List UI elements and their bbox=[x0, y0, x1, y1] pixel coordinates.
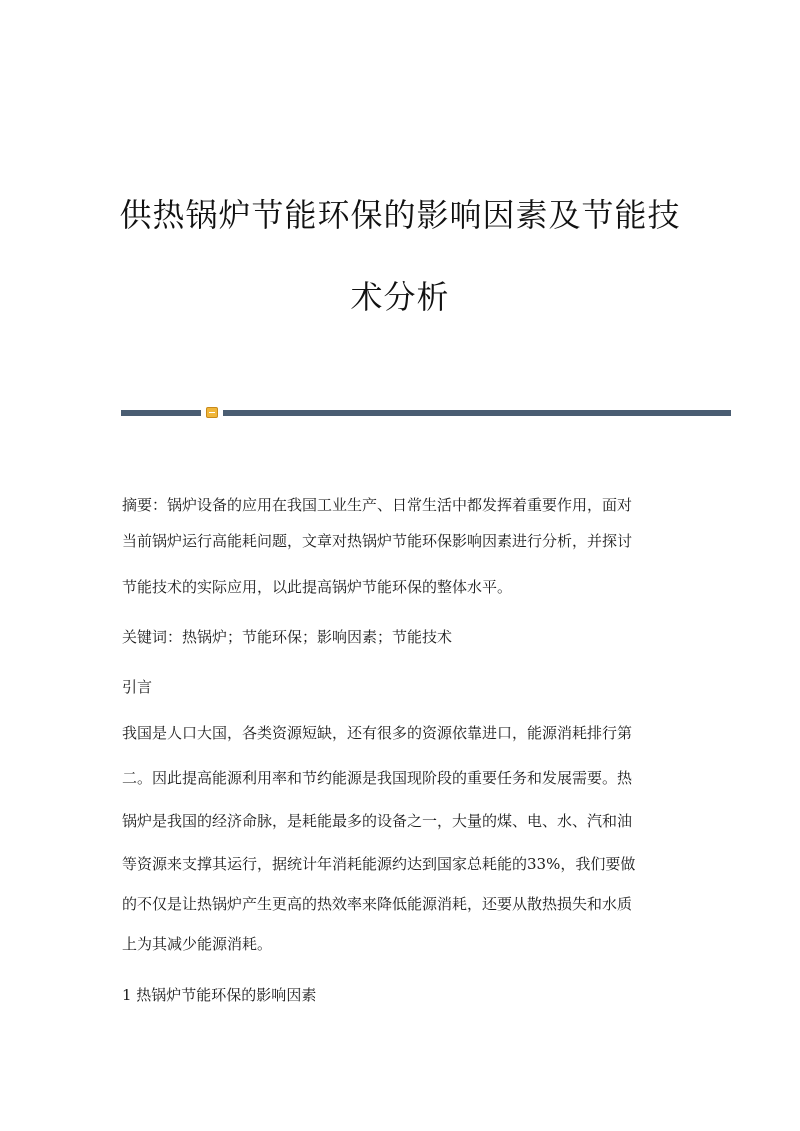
intro-line-4: 等资源来支撑其运行，据统计年消耗能源约达到国家总耗能的33%，我们要做 bbox=[122, 855, 636, 873]
abstract-line-2: 当前锅炉运行高能耗问题，文章对热锅炉节能环保影响因素进行分析，并探讨 bbox=[122, 532, 633, 550]
abstract-line-3: 节能技术的实际应用，以此提高锅炉节能环保的整体水平。 bbox=[122, 578, 513, 596]
section-1-heading: 1 热锅炉节能环保的影响因素 bbox=[122, 986, 317, 1004]
intro-line-6: 上为其减少能源消耗。 bbox=[122, 935, 273, 953]
divider-bar-right bbox=[223, 410, 731, 416]
intro-heading: 引言 bbox=[122, 678, 153, 696]
title-divider bbox=[121, 407, 731, 417]
document-title-line-2: 术分析 bbox=[350, 278, 450, 316]
intro-line-2: 二。因此提高能源利用率和节约能源是我国现阶段的重要任务和发展需要。热 bbox=[122, 769, 633, 787]
divider-marker-icon bbox=[206, 407, 218, 418]
keywords: 关键词：热锅炉；节能环保；影响因素；节能技术 bbox=[122, 628, 453, 646]
abstract-line-1: 摘要：锅炉设备的应用在我国工业生产、日常生活中都发挥着重要作用，面对 bbox=[122, 496, 633, 514]
intro-line-3: 锅炉是我国的经济命脉，是耗能最多的设备之一，大量的煤、电、水、汽和油 bbox=[122, 812, 633, 830]
intro-line-5: 的不仅是让热锅炉产生更高的热效率来降低能源消耗，还要从散热损失和水质 bbox=[122, 895, 633, 913]
divider-bar-left bbox=[121, 410, 201, 416]
intro-line-1: 我国是人口大国，各类资源短缺，还有很多的资源依靠进口，能源消耗排行第 bbox=[122, 724, 633, 742]
document-title-line-1: 供热锅炉节能环保的影响因素及节能技 bbox=[119, 196, 681, 234]
